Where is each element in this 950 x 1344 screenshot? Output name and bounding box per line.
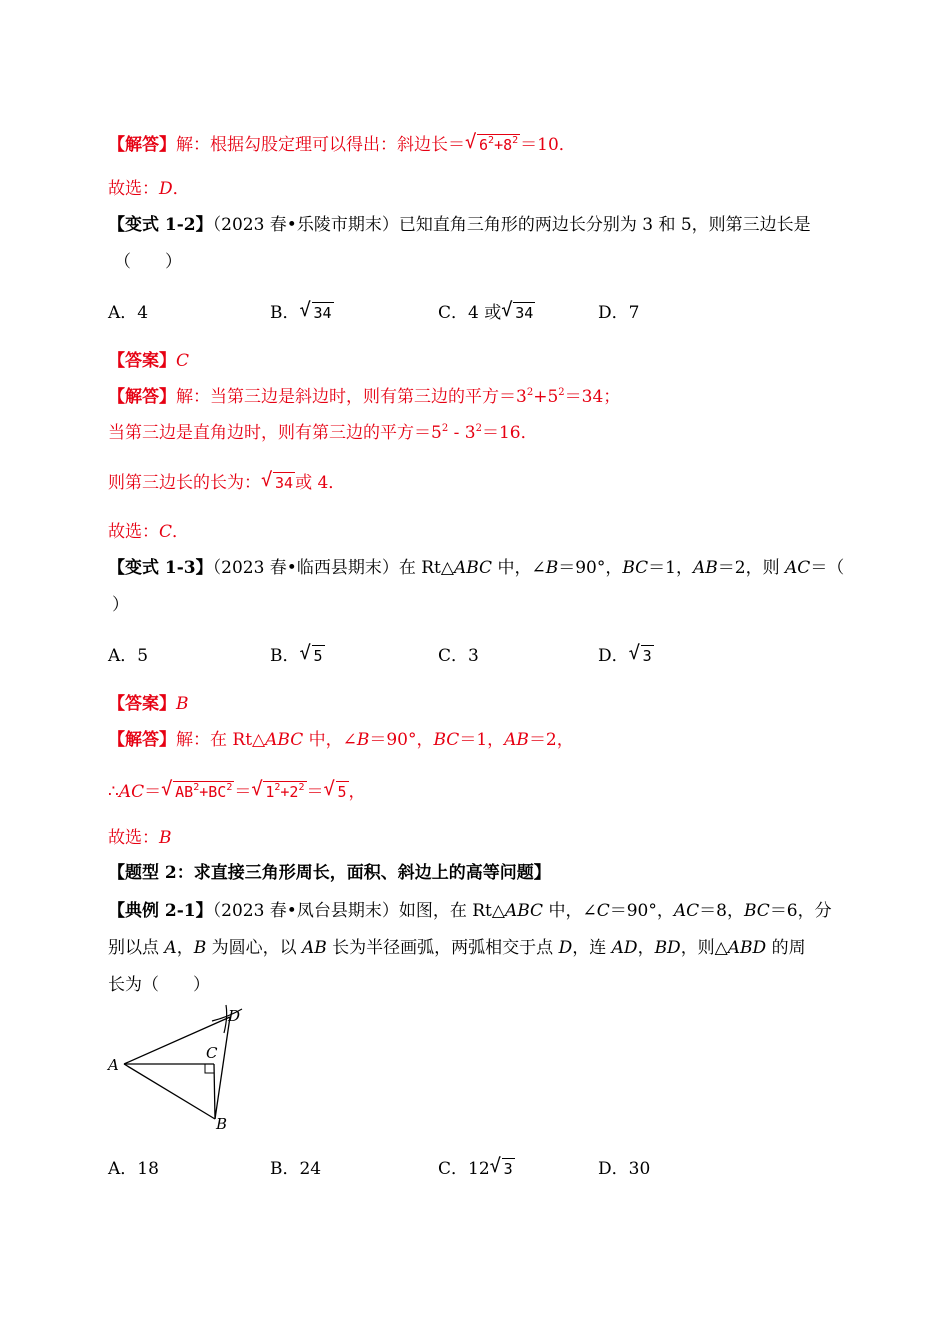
choose-line: 故选：B <box>108 828 172 848</box>
question-tag: 【变式 1-2】 <box>108 215 213 235</box>
answer-line: 【答案】B <box>108 694 189 714</box>
option-c: C．3 <box>438 646 479 666</box>
option-d: D．7 <box>598 303 640 323</box>
section-heading: 【题型 2：求直接三角形周长，面积、斜边上的高等问题】 <box>108 863 551 883</box>
question-1-3: 【变式 1-3】（2023 春•临西县期末）在 Rt△ABC 中，∠B＝90°，BC＝1，AB＝2，则 AC＝（ <box>108 558 845 578</box>
label-c: C <box>206 1044 218 1062</box>
triangle-figure <box>100 1003 260 1133</box>
question-paren: ） <box>112 595 129 615</box>
option-d: D． √ 3 <box>598 642 652 666</box>
solution-line-2: ∴AC＝ √ $AB^2+BC^2$ ＝ √ $1^2+2^2$ ＝ √ 5 ， <box>108 778 366 802</box>
label-d: D <box>228 1007 241 1025</box>
segment-ab <box>124 1064 215 1119</box>
choose-line: 故选：D． <box>108 179 190 199</box>
option-b: B． √ 5 <box>270 642 323 666</box>
option-b: B．24 <box>270 1159 322 1179</box>
sqrt-expression: √ $6^2+8^2$ <box>465 131 519 154</box>
option-b: B． √ 34 <box>270 299 332 323</box>
label-a: A <box>108 1056 119 1074</box>
question-2-1-line1: 【典例 2-1】（2023 春•凤台县期末）如图，在 Rt△ABC 中，∠C＝90°，AC＝8，BC＝6，分 <box>108 901 832 921</box>
segment-bd <box>215 1017 230 1119</box>
solution-line-1: 【解答】解：在 Rt△ABC 中，∠B＝90°，BC＝1，AB＝2， <box>108 730 574 750</box>
choose-line: 故选：C． <box>108 522 190 542</box>
option-a: A．18 <box>108 1159 159 1179</box>
option-c: C．4 或 √ 34 <box>438 299 534 323</box>
solution-line: 【解答】解：根据勾股定理可以得出：斜边长＝ √ $6^2+8^2 =10$． <box>108 131 576 155</box>
question-paren: （ ） <box>114 252 182 272</box>
segment-bc <box>214 1064 215 1119</box>
right-angle-mark <box>205 1064 214 1073</box>
solution-line-2: 当第三边是直角边时，则有第三边的平方$=5^2 - 3^2=16$． <box>108 423 538 443</box>
question-2-1-line2: 别以点 A，B 为圆心，以 AB 长为半径画弧，两弧相交于点 D，连 AD，BD，则△ABD 的周 <box>108 938 806 958</box>
answer-line: 【答案】C <box>108 351 190 371</box>
label-b: B <box>216 1115 228 1133</box>
option-c: C．12 √ 3 <box>438 1155 513 1179</box>
option-d: D．30 <box>598 1159 651 1179</box>
option-a: A．4 <box>108 303 149 323</box>
solution-line-1: 【解答】解：当第三边是斜边时，则有第三边的平方$=3^2+5^2=34$； <box>108 387 621 407</box>
option-a: A．5 <box>108 646 149 666</box>
solution-tag: 【解答】 <box>108 135 176 155</box>
question-1-2: 【变式 1-2】（2023 春•乐陵市期末）已知直角三角形的两边长分别为 3 和 5，则第三边长是 <box>108 215 811 235</box>
question-2-1-line3: 长为（ ） <box>108 975 210 995</box>
solution-line-3: 则第三边长的长为： √ 34 或 4． <box>108 469 346 493</box>
